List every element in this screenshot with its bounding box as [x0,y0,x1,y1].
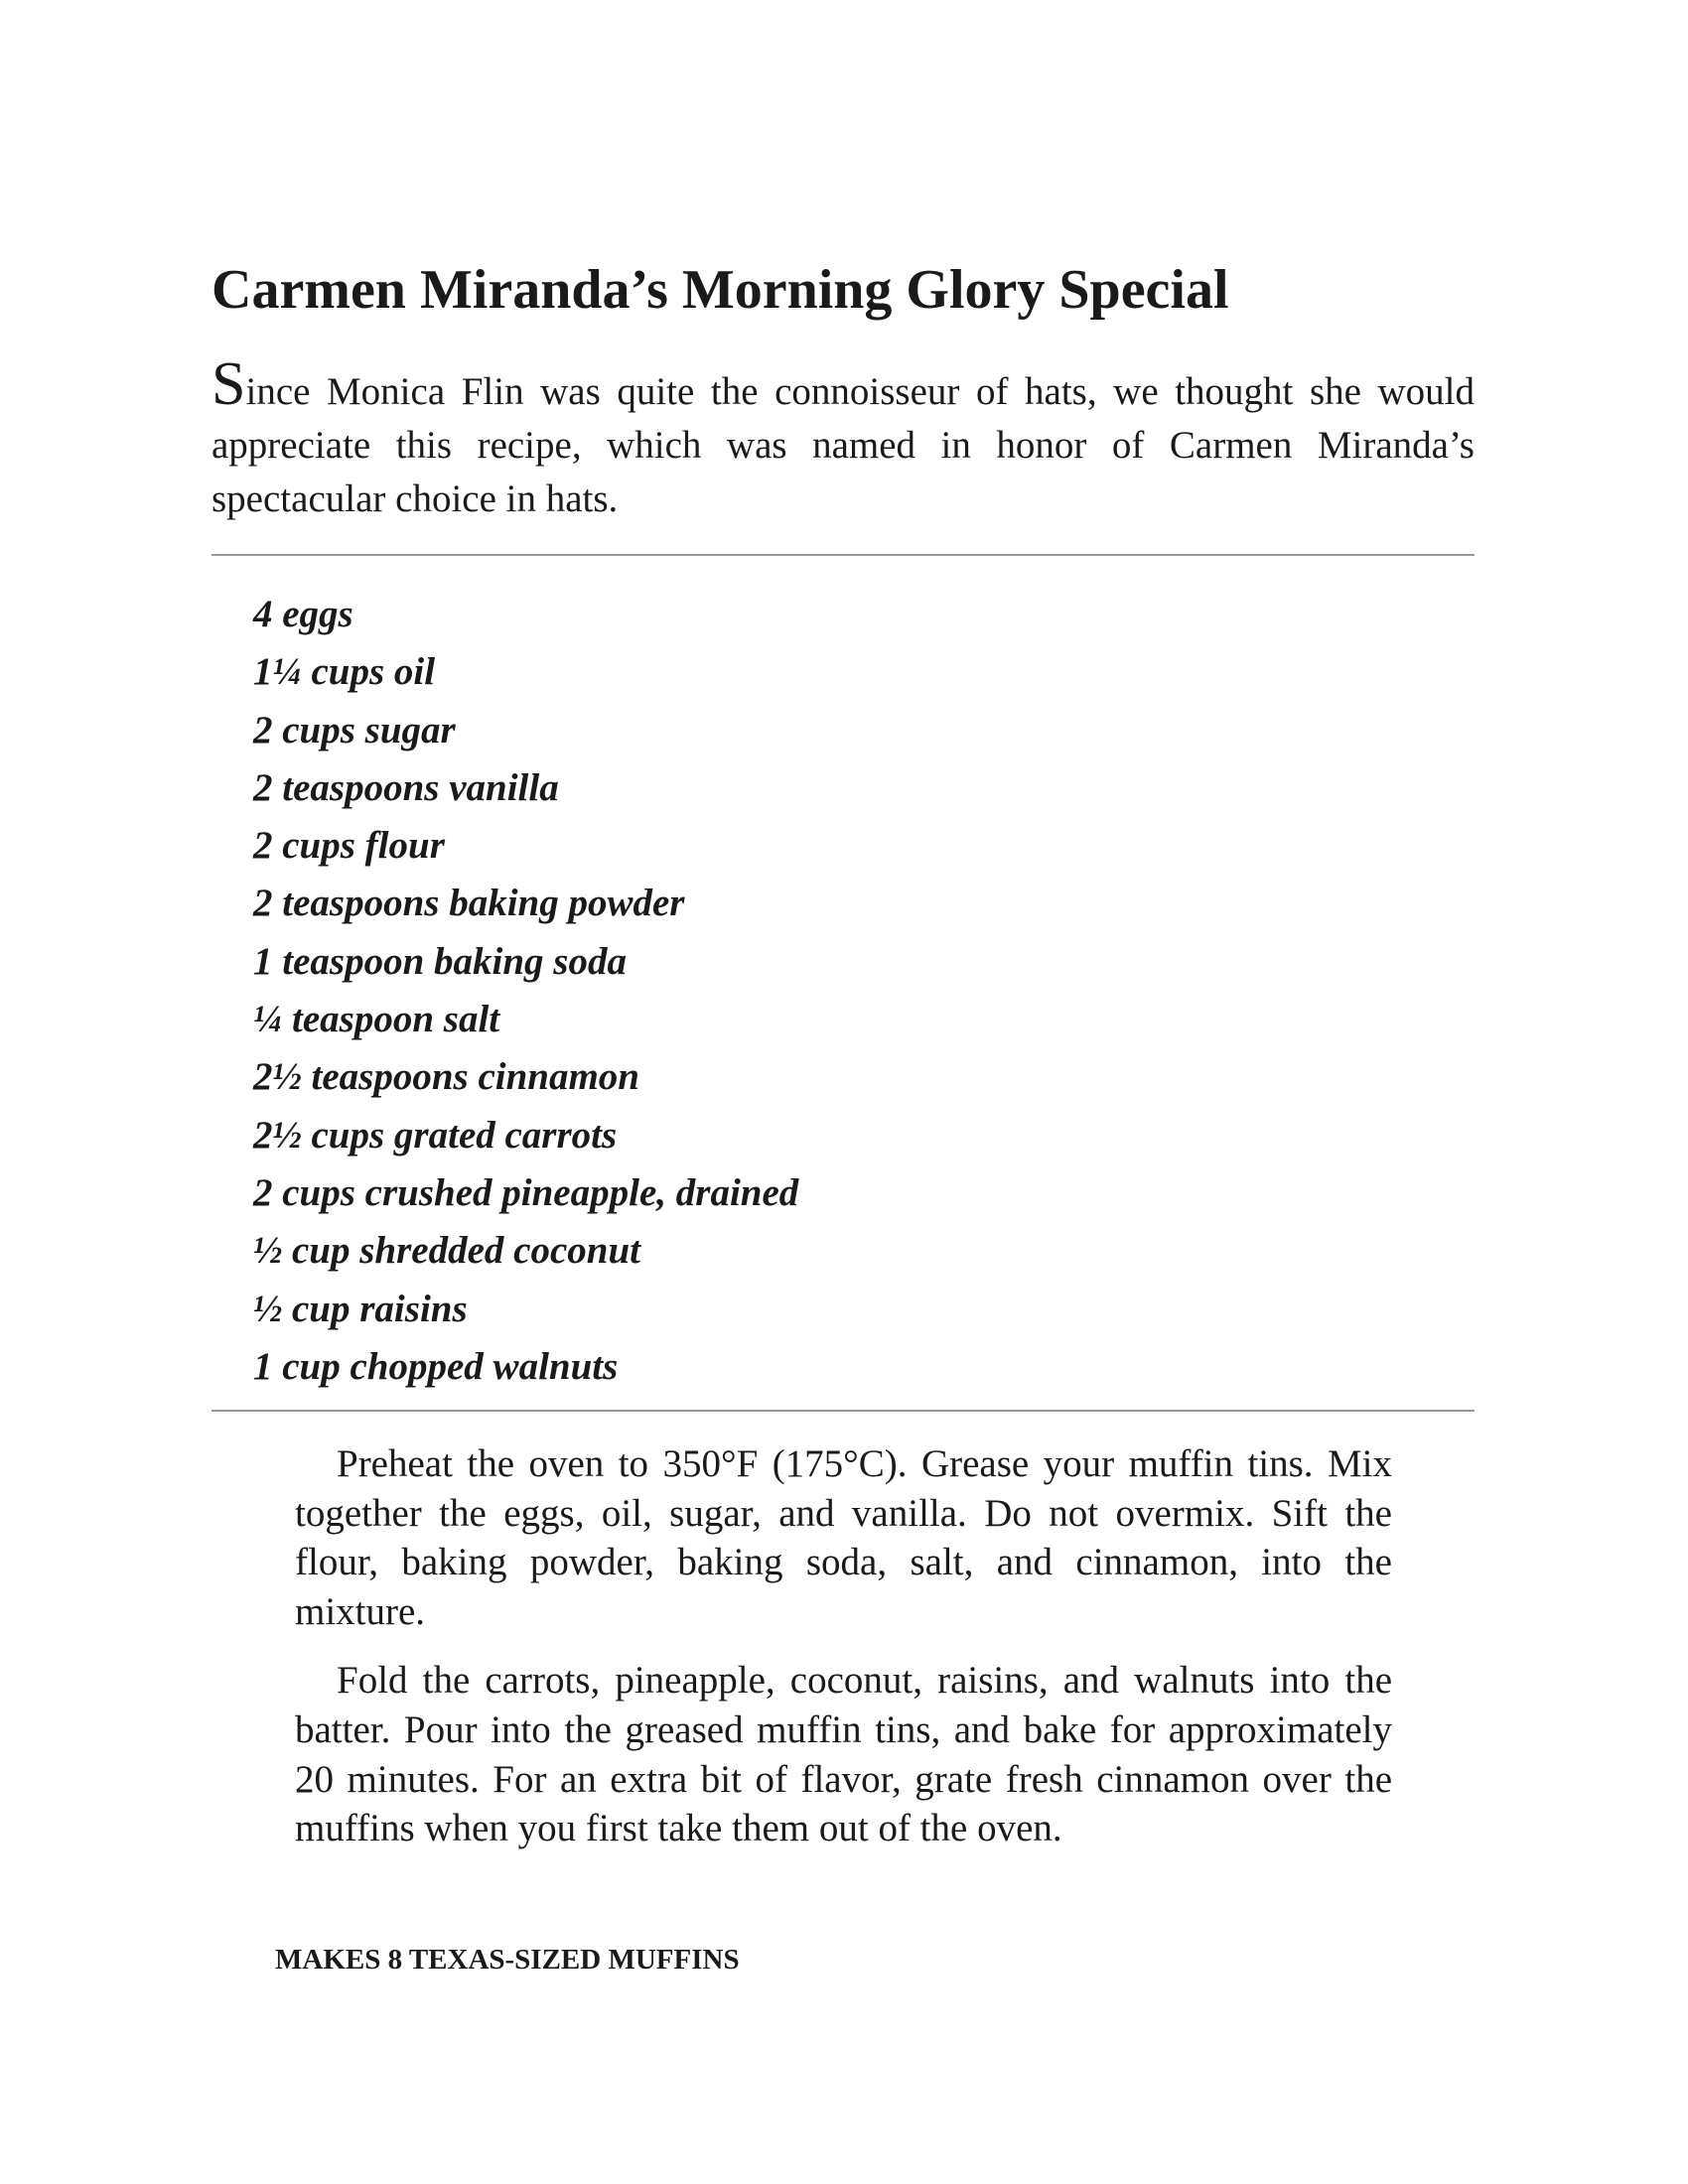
ingredient-item: 2½ cups grated carrots [253,1113,618,1157]
ingredient-item: 4 eggs [253,593,353,635]
ingredient-item: 2½ teaspoons cinnamon [253,1055,639,1099]
ingredient-item: ½ cup shredded coconut [253,1229,640,1273]
ingredient-item: ¼ teaspoon salt [253,998,500,1041]
intro-drop-cap: S [211,350,246,418]
ingredient-item: 2 cups flour [253,824,445,868]
intro-text: ince Monica Flin was quite the connoisseur of hats, we thought she would appreciate this recipe, which was named in honor of Carmen Miranda’s spectacular choice in hats. [211,370,1475,520]
ingredient-item: 1 cup chopped walnuts [253,1344,619,1388]
ingredients-list [253,586,798,1396]
recipe-intro [211,350,1475,526]
ingredient-item: 2 teaspoons baking powder [253,882,685,925]
ingredient-item: 2 cups crushed pineapple, drained [253,1170,799,1214]
recipe-yield: MAKES 8 TEXAS-SIZED MUFFINS [275,1944,740,1976]
ingredient-item: 2 cups sugar [253,708,456,751]
directions-paragraph: Fold the carrots, pineapple, coconut, raisins, and walnuts into the batter. Pour into the greased muffin tins, and bake for approximately 20 minutes. For an extra bit of flavor, grate fresh cinnamon over the muffins when you first take them out of the oven. [295,1659,1392,1850]
ingredient-item: 2 teaspoons vanilla [253,765,559,809]
recipe-title: Carmen Miranda’s Morning Glory Special [211,259,1229,321]
directions-section [295,1439,1392,1873]
top-divider [211,554,1475,556]
directions-paragraph: Preheat the oven to 350°F (175°C). Grease your muffin tins. Mix together the eggs, oil, sugar, and vanilla. Do not overmix. Sift the flour, baking powder, baking soda, salt, and cinnamon, into the mixture. [295,1442,1392,1633]
ingredient-item: ½ cup raisins [253,1287,468,1330]
ingredient-item: 1¼ cups oil [253,650,436,694]
bottom-divider [211,1410,1475,1412]
ingredient-item: 1 teaspoon baking soda [253,939,627,983]
